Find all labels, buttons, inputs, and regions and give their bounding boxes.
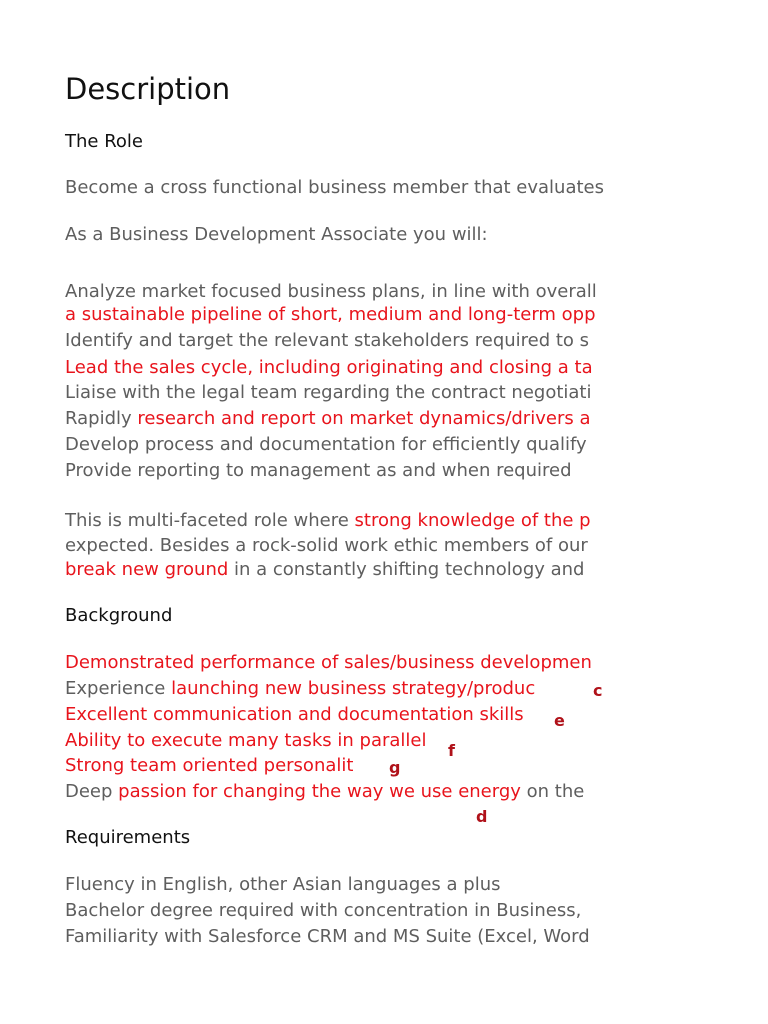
duty-item <box>65 408 590 430</box>
requirement-item: Bachelor degree required with concentration in Business, <box>65 900 582 921</box>
duty-highlight: Lead the sales cycle, including originating and closing a ta <box>65 357 593 378</box>
background-text: Experience <box>65 678 172 699</box>
background-highlight: Excellent communication and documentation skills <box>65 704 524 725</box>
duty-text: Analyze market focused business plans, in line with overall <box>65 281 597 302</box>
duty-item <box>65 330 589 352</box>
duty-highlight: a sustainable pipeline of short, medium and long-term opp <box>65 304 596 325</box>
background-highlight: Demonstrated performance of sales/business developmen <box>65 652 592 673</box>
role-intro: Become a cross functional business member that evaluates <box>65 177 605 198</box>
summary-after: in a constantly shifting technology and <box>228 559 585 580</box>
duty-item <box>65 281 597 303</box>
duty-item <box>65 460 572 482</box>
page-title: Description <box>65 72 231 106</box>
duty-item <box>65 304 596 326</box>
role-heading: The Role <box>65 131 143 152</box>
annotation-marker-e: e <box>554 711 565 730</box>
duty-text: Liaise with the legal team regarding the contract negotiati <box>65 382 592 403</box>
background-item <box>65 704 524 726</box>
background-item <box>65 781 584 803</box>
annotation-marker-c: c <box>593 681 603 700</box>
requirements-heading: Requirements <box>65 827 191 848</box>
duty-text: Develop process and documentation for efficiently qualify <box>65 434 587 455</box>
background-item <box>65 678 535 700</box>
annotation-marker-g: g <box>389 758 401 777</box>
role-associate-line: As a Business Development Associate you will: <box>65 224 488 245</box>
summary-line <box>65 535 588 557</box>
requirement-item: Familiarity with Salesforce CRM and MS Suite (Excel, Word <box>65 926 590 947</box>
duty-highlight: research and report on market dynamics/drivers a <box>137 408 591 429</box>
duty-item <box>65 382 592 404</box>
duty-text: Provide reporting to management as and when required <box>65 460 572 481</box>
background-heading: Background <box>65 605 173 626</box>
duty-item <box>65 434 587 456</box>
summary-text: This is multi-faceted role where <box>65 510 355 531</box>
background-item <box>65 730 427 752</box>
background-highlight: Ability to execute many tasks in parallel <box>65 730 427 751</box>
duty-text: Identify and target the relevant stakeholders required to s <box>65 330 590 351</box>
summary-text: expected. Besides a rock-solid work ethic members of our <box>65 535 588 556</box>
background-after: on the <box>520 781 585 802</box>
background-highlight: passion for changing the way we use energy <box>118 781 521 802</box>
background-text: Deep <box>65 781 119 802</box>
annotation-marker-f: f <box>448 741 455 760</box>
summary-line <box>65 559 584 581</box>
summary-line <box>65 510 591 532</box>
summary-highlight: break new ground <box>65 559 229 580</box>
background-highlight: Strong team oriented personalit <box>65 755 354 776</box>
duty-item <box>65 357 593 379</box>
background-item <box>65 652 592 674</box>
requirement-item: Fluency in English, other Asian languages a plus <box>65 874 501 895</box>
duty-text: Rapidly <box>65 408 138 429</box>
annotation-marker-d: d <box>476 807 488 826</box>
summary-highlight: strong knowledge of the p <box>354 510 591 531</box>
background-highlight: launching new business strategy/produc <box>171 678 536 699</box>
background-item <box>65 755 353 777</box>
